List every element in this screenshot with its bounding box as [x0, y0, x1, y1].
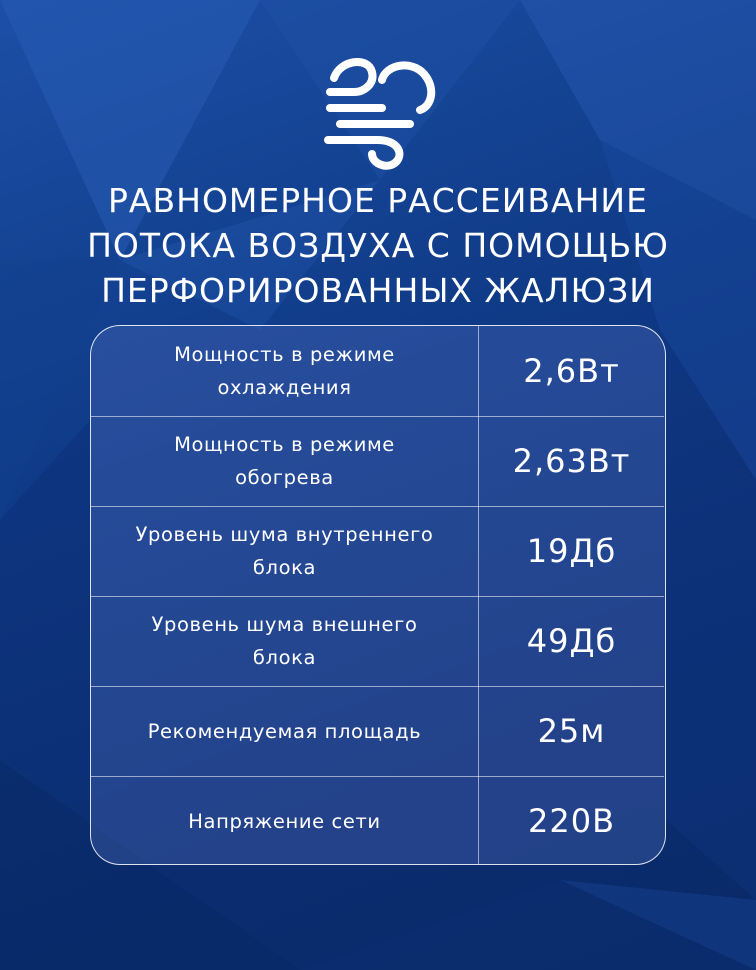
spec-row-voltage	[91, 776, 664, 865]
headline	[0, 178, 756, 313]
spec-row-cooling-power	[91, 326, 664, 417]
spec-label: Уровень шума внутреннего блока	[91, 506, 479, 596]
spec-value: 49Дб	[526, 622, 617, 660]
spec-value: 2,63Вт	[512, 442, 631, 480]
spec-row-heating-power	[91, 416, 664, 507]
specifications-table	[90, 325, 666, 865]
spec-label: Мощность в режиме обогрева	[91, 416, 479, 506]
spec-row-outdoor-noise	[91, 596, 664, 687]
headline-line-3: ПЕРФОРИРОВАННЫХ ЖАЛЮЗИ	[101, 271, 655, 310]
headline-line-1: РАВНОМЕРНОЕ РАССЕИВАНИЕ	[108, 181, 648, 220]
spec-value: 2,6Вт	[523, 352, 620, 390]
spec-row-indoor-noise	[91, 506, 664, 597]
spec-value: 25м	[537, 712, 606, 750]
spec-value: 19Дб	[526, 532, 617, 570]
wind-icon	[320, 52, 440, 170]
spec-value: 220В	[527, 802, 616, 840]
spec-row-recommended-area	[91, 686, 664, 777]
headline-line-2: ПОТОКА ВОЗДУХА С ПОМОЩЬЮ	[87, 226, 669, 265]
spec-label: Напряжение сети	[91, 776, 479, 865]
spec-label: Рекомендуемая площадь	[91, 686, 479, 776]
spec-label: Уровень шума внешнего блока	[91, 596, 479, 686]
spec-label: Мощность в режиме охлаждения	[91, 326, 479, 416]
